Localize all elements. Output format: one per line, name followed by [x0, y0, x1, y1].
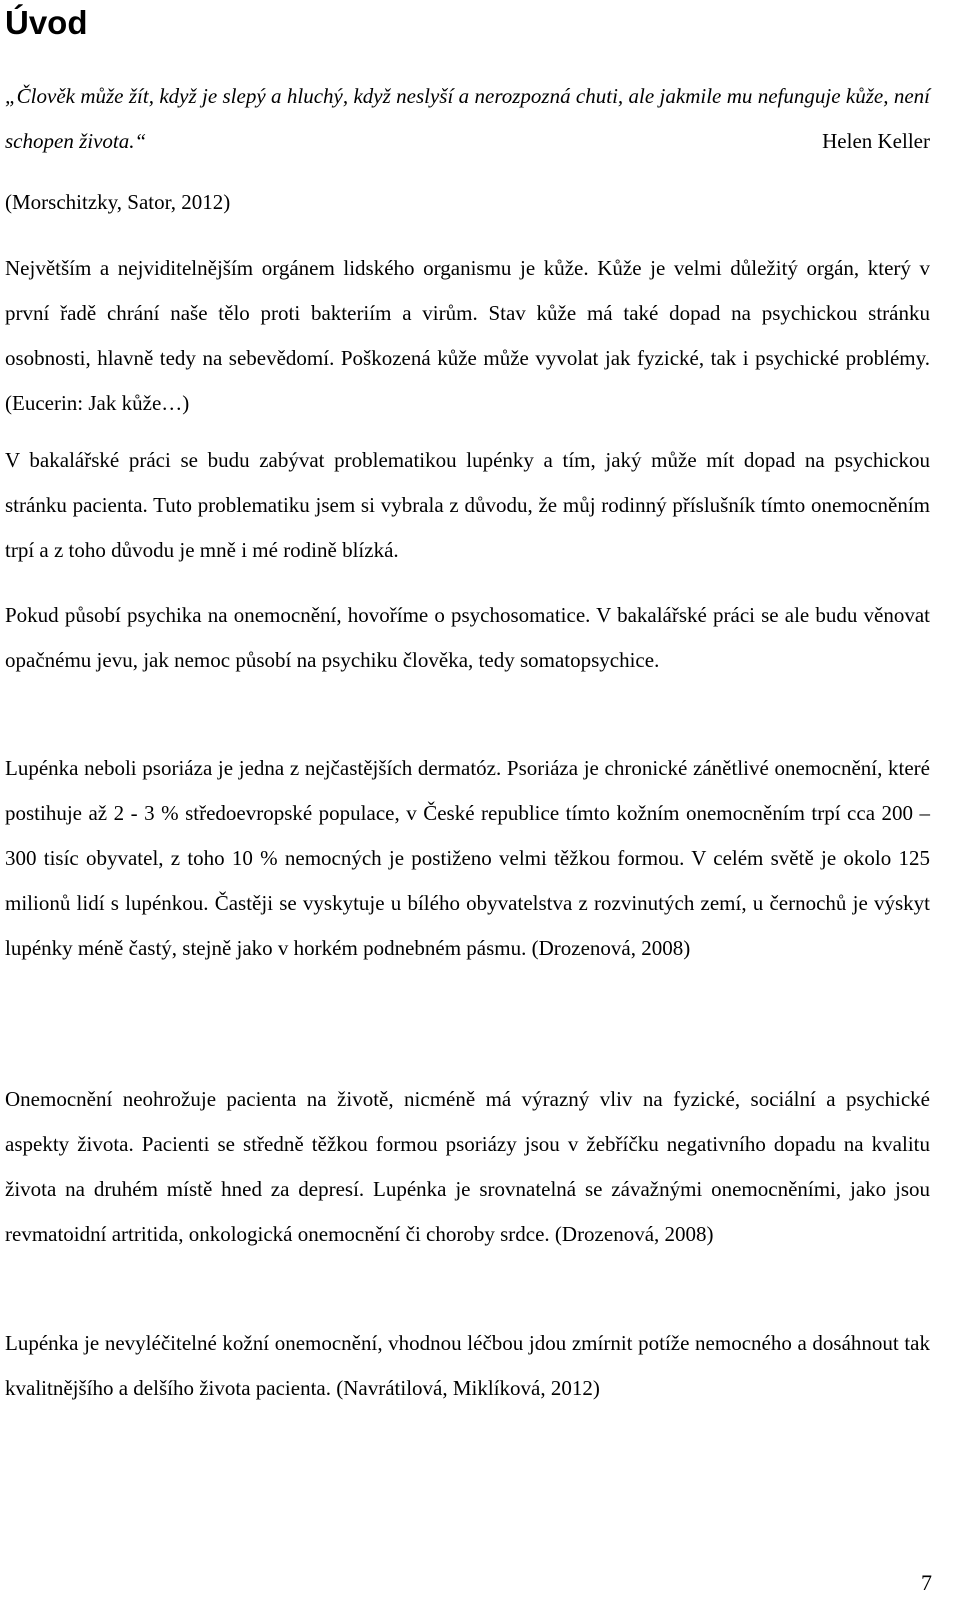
quote-citation: (Morschitzky, Sator, 2012)	[5, 190, 231, 214]
page-number: 7	[921, 1570, 932, 1595]
epigraph-quote	[5, 74, 930, 164]
paragraph-quality-of-life: Onemocnění neohrožuje pacienta na životě, nicméně má výrazný vliv na fyzické, sociální a psychické aspekty života. Pacienti se středně těžkou formou psoriázy jsou v žebříčku negativního dopadu na kvalitu života na druhém místě hned za depresí. Lupénka je srovnatelná se závažnými onemocněními, jako jsou revmatoidní artritida, onkologická onemocnění či choroby srdce. (Drozenová, 2008)	[5, 1087, 930, 1246]
paragraph-psoriasis-prevalence: Lupénka neboli psoriáza je jedna z nejčastějších dermatóz. Psoriáza je chronické zánětlivé onemocnění, které postihuje až 2 - 3 % středoevropské populace, v České republice tímto kožním onemocněním trpí cca 200 – 300 tisíc obyvatel, z toho 10 % nemocných je postiženo velmi těžkou formou. V celém světě je okolo 125 milionů lidí s lupénkou. Častěji se vyskytuje u bílého obyvatelstva z rozvinutých zemí, u černochů je výskyt lupénky méně častý, stejně jako v horkém podnebném pásmu. (Drozenová, 2008)	[5, 756, 930, 960]
paragraph-skin-intro: Největším a nejviditelnějším orgánem lidského organismu je kůže. Kůže je velmi důležitý orgán, který v první řadě chrání naše tělo proti bakteriím a virům. Stav kůže má také dopad na psychickou stránku osobnosti, hlavně tedy na sebevědomí. Poškozená kůže může vyvolat jak fyzické, tak i psychické problémy. (Eucerin: Jak kůže…)	[5, 256, 930, 415]
paragraph-somatopsychics: Pokud působí psychika na onemocnění, hovoříme o psychosomatice. V bakalářské práci se ale budu věnovat opačnému jevu, jak nemoc působí na psychiku člověka, tedy somatopsychice.	[5, 603, 930, 672]
quote-text: „Člověk může žít, když je slepý a hluchý, když neslyší a nerozpozná chuti, ale jakmile mu nefunguje kůže, není schopen života.“	[5, 84, 930, 153]
paragraph-thesis-topic: V bakalářské práci se budu zabývat problematikou lupénky a tím, jaký může mít dopad na psychickou stránku pacienta. Tuto problematiku jsem si vybrala z důvodu, že můj rodinný příslušník tímto onemocněním trpí a z toho důvodu je mně i mé rodině blízká.	[5, 448, 930, 562]
quote-author: Helen Keller	[822, 129, 930, 153]
page-title: Úvod	[5, 4, 88, 41]
paragraph-treatment: Lupénka je nevyléčitelné kožní onemocnění, vhodnou léčbou jdou zmírnit potíže nemocného a dosáhnout tak kvalitnějšího a delšího života pacienta. (Navrátilová, Miklíková, 2012)	[5, 1331, 930, 1400]
document-page	[5, 0, 930, 1400]
